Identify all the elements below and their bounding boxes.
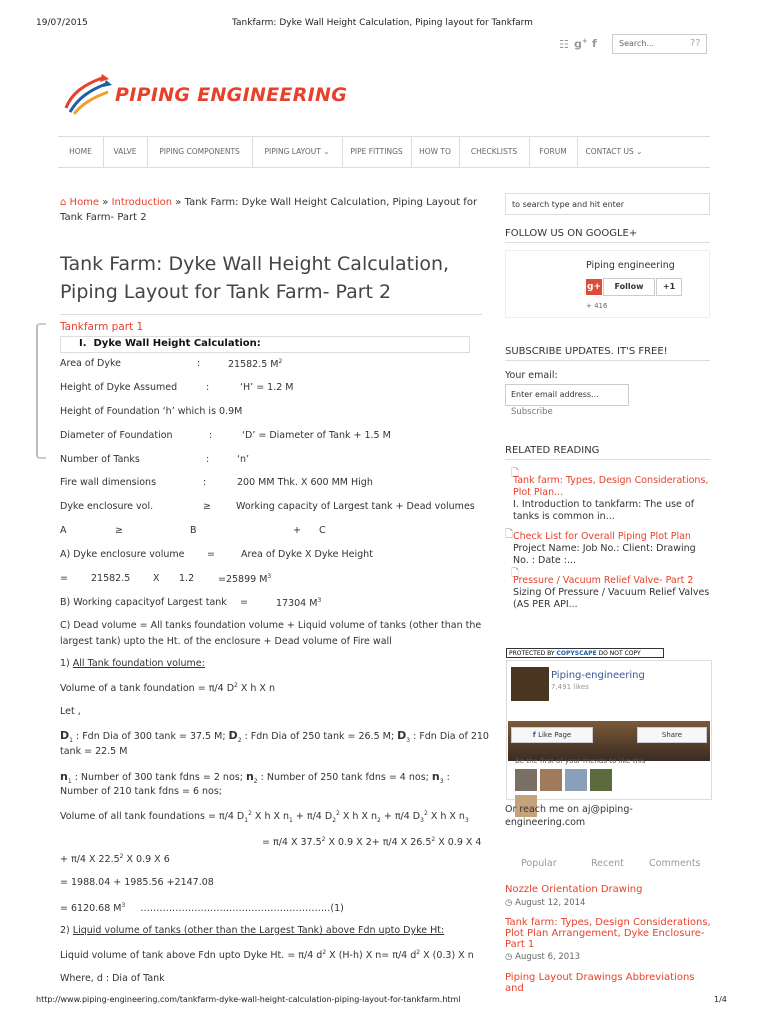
breadcrumb-home[interactable]: Home [69, 197, 100, 208]
popular-tabs [505, 858, 710, 874]
chevron-down-icon: ⌄ [323, 147, 330, 156]
sup: 2 [278, 358, 283, 365]
step-2-text: Liquid volume of tanks (other than the Largest Tank) above Fdn upto Dyke Ht: [72, 925, 445, 936]
ge-sign: ≥ [115, 525, 123, 536]
area-value [228, 358, 282, 370]
liquid-a: Liquid volume of tank above Fdn upto Dyke Ht. = π/4 d [60, 950, 323, 962]
step-2-num: 2) [60, 925, 70, 936]
sup: 2 [431, 836, 436, 843]
sidebar-search-input[interactable]: to search type and hit enter [505, 193, 710, 215]
logo-icon[interactable] [62, 72, 112, 116]
gplus-widget [505, 250, 710, 318]
fire-label: Fire wall dimensions [60, 477, 157, 488]
abc-c: C [319, 525, 326, 536]
sub: 1 [67, 777, 72, 785]
print-date: 19/07/2015 [36, 18, 88, 28]
sup: 2 [322, 949, 327, 956]
email-label: Your email: [505, 370, 558, 381]
breadcrumb-current: Tank Farm: Dyke Wall Height Calculation, Piping Layout for Tank Farm- Part 2 [60, 197, 478, 223]
vol-all [60, 810, 469, 824]
sup: 3 [267, 573, 272, 580]
colon: : [206, 382, 210, 393]
tab-popular[interactable]: Popular [521, 858, 557, 869]
expr-1a: = π/4 X 37.5 [262, 837, 322, 849]
d-letter: D [228, 729, 238, 742]
section-heading [60, 336, 470, 353]
google-plus-icon: g+ [586, 279, 602, 295]
subscribe-button[interactable]: Subscribe [511, 407, 553, 417]
rss-icon[interactable]: ☷ [559, 38, 569, 51]
breadcrumb [60, 195, 480, 225]
copyscape-a: PROTECTED BY [509, 650, 557, 657]
fb-like-label: Like Page [538, 731, 572, 739]
nav-forum[interactable]: FORUM [529, 137, 578, 167]
home-icon[interactable]: ⌂ [60, 197, 67, 208]
popular-date-text: August 6, 2013 [515, 952, 581, 962]
breadcrumb-introduction[interactable]: Introduction [111, 197, 173, 208]
eq-sign: = [207, 549, 215, 560]
enclosure-value: Working capacity of Largest tank + Dead volumes [236, 501, 475, 512]
document-icon: 🗋 [505, 529, 514, 540]
gplus-count: + 416 [586, 302, 608, 310]
step-1-num: 1) [60, 658, 70, 669]
related-desc: Sizing Of Pressure / Vacuum Relief Valves (AS PER API... [513, 587, 710, 610]
enclosure-label: Dyke enclosure vol. [60, 501, 154, 512]
vol-all-d: X h X n [342, 811, 377, 823]
related-link[interactable]: Pressure / Vacuum Relief Valve- Part 2 [513, 575, 694, 586]
facebook-icon: f [532, 731, 536, 739]
nav-piping-components[interactable]: PIPING COMPONENTS [147, 137, 253, 167]
n-line [60, 770, 450, 785]
d1-text: : Fdn Dia of 300 tank = 37.5 M; [76, 731, 229, 742]
n2-text: : Number of 250 tank fdns = 4 nos; [260, 772, 432, 783]
popular-date [505, 952, 580, 962]
fb-like-button[interactable] [511, 727, 593, 743]
sup: 3 [121, 902, 126, 909]
sum-2-dots: ……………………………………………………(1) [140, 903, 344, 915]
facebook-icon[interactable]: f [592, 37, 597, 50]
vol-tank [60, 682, 275, 694]
sup: 2 [423, 810, 428, 817]
popular-date [505, 898, 585, 908]
height-label: Height of Dyke Assumed [60, 382, 178, 393]
vol-all-f: X h X n [430, 811, 465, 823]
a-value: Area of Dyke X Dyke Height [241, 549, 373, 560]
vol-tank-text: Volume of a tank foundation = π/4 D [60, 683, 235, 695]
abc-b: B [190, 525, 197, 536]
expr-1c: X 0.9 X 4 [435, 837, 482, 849]
copyscape-badge[interactable] [506, 648, 664, 658]
related-link[interactable]: Tank farm: Types, Design Considerations, Plot Plan... [513, 475, 709, 498]
d-letter: D [60, 729, 70, 742]
print-title: Tankfarm: Dyke Wall Height Calculation, Piping layout for Tankfarm [232, 18, 533, 28]
calc-x: X [153, 573, 160, 584]
vol-all-e: + π/4 D [380, 811, 421, 823]
tab-comments[interactable]: Comments [649, 858, 701, 869]
nav-piping-layout-label: PIPING LAYOUT [264, 147, 321, 156]
heading-text: Dyke Wall Height Calculation: [93, 338, 261, 349]
document-icon: 🗋 [511, 568, 520, 579]
sub: 3 [406, 736, 411, 744]
expr-2b: X 0.9 X 6 [123, 854, 170, 866]
colon: : [197, 358, 201, 369]
b-value [276, 597, 321, 609]
page-number: 1/4 [714, 995, 727, 1004]
abc-plus: + [293, 525, 301, 536]
popular-date-text: August 12, 2014 [515, 898, 586, 908]
eq-sign: = [240, 597, 248, 608]
d-letter: D [397, 729, 407, 742]
email-input[interactable]: Enter email address... [505, 384, 629, 406]
vol-tank-end: X h X n [237, 683, 275, 695]
nav-valve[interactable]: VALVE [103, 137, 148, 167]
tanks-value: ‘n’ [237, 454, 250, 465]
sub: 3 [439, 777, 444, 785]
colon: : [209, 430, 213, 441]
breadcrumb-sep: » [99, 197, 112, 208]
colon: : [206, 454, 210, 465]
calc-eq: = [60, 573, 68, 584]
area-label: Area of Dyke [60, 358, 122, 369]
sub: 2 [237, 736, 242, 744]
abc-a: A [60, 525, 67, 536]
facebook-widget [506, 660, 712, 800]
main-nav [58, 136, 710, 168]
let: Let , [60, 706, 81, 717]
fb-share-button[interactable]: Share [637, 727, 707, 743]
step-1 [60, 658, 205, 669]
chevron-down-icon: ⌄ [636, 147, 643, 156]
liquid-b: X (H-h) X n= π/4 d [326, 950, 417, 962]
vol-all-a: Volume of all tank foundations = π/4 D [60, 811, 245, 823]
follow-heading: FOLLOW US ON GOOGLE+ [505, 228, 710, 243]
n-letter: n [60, 770, 68, 783]
sub: 3 [420, 817, 424, 825]
tankfarm-part1-link[interactable]: Tankfarm part 1 [60, 321, 144, 333]
c-dead-volume: C) Dead volume = All tanks foundation volume + Liquid volume of tanks (other than the largest tank) upto the Ht. of the enclosure + Dead volume of Fire wall [60, 620, 482, 647]
related-item [513, 575, 713, 611]
popular-item[interactable]: Piping Layout Drawings Abbreviations and [505, 972, 695, 994]
gplus-follow-button[interactable]: Follow [603, 278, 655, 296]
sub: 2 [253, 777, 258, 785]
sub: 1 [69, 736, 73, 744]
n-letter: n [431, 770, 440, 783]
copyscape-c: DO NOT COPY [596, 650, 641, 657]
related-desc: Project Name: Job No.: Client: Drawing No. : Date :... [513, 543, 696, 566]
liquid-line [60, 949, 474, 961]
step-1-text: All Tank foundation volume: [72, 658, 205, 669]
calc-2: 1.2 [179, 573, 195, 584]
expr-1b: X 0.9 X 2+ π/4 X 26.5 [325, 837, 432, 849]
sup: 2 [321, 836, 326, 843]
sub: 3 [464, 817, 469, 825]
sub: 2 [377, 817, 381, 825]
gplus-name[interactable]: Piping engineering [586, 260, 675, 271]
fb-friend-avatars [515, 769, 635, 793]
heading-number: I. [79, 338, 87, 349]
breadcrumb-sep: » [172, 197, 185, 208]
sup: 3 [317, 597, 322, 604]
diameter-label: Diameter of Foundation [60, 430, 173, 441]
sup: 2 [234, 682, 238, 689]
popular-item[interactable]: Nozzle Orientation Drawing [505, 884, 643, 895]
page-title: Tank Farm: Dyke Wall Height Calculation, Piping Layout for Tank Farm- Part 2 [60, 253, 450, 303]
step-2 [60, 925, 444, 936]
fb-page-avatar [511, 667, 549, 701]
copyscape-b: COPYSCAPE [556, 650, 597, 657]
b-label: B) Working capacityof Largest tank [60, 597, 227, 608]
sum-2-text: = 6120.68 M [60, 903, 122, 915]
related-link[interactable]: Check List for Overall Piping Plot Plan [513, 531, 691, 542]
b-value-text: 17304 M [276, 598, 318, 610]
nav-piping-layout[interactable] [252, 137, 343, 167]
related-heading: RELATED READING [505, 445, 710, 460]
sup: 2 [119, 853, 124, 860]
n1-text: : Number of 300 tank fdns = 2 nos; [74, 772, 246, 783]
nav-contact-us-label: CONTACT US [585, 147, 634, 156]
title-divider [60, 314, 482, 315]
calc-result [218, 573, 271, 585]
sub: 1 [244, 817, 249, 825]
diameter-value: ‘D’ = Diameter of Tank + 1.5 M [242, 430, 391, 441]
nav-contact-us[interactable] [577, 137, 651, 167]
tab-recent[interactable]: Recent [591, 858, 624, 869]
nav-how-to[interactable]: HOW TO [411, 137, 460, 167]
liquid-c: X (0.3) X n [420, 950, 474, 962]
avatar [565, 769, 587, 791]
calc-result-text: =25899 M [218, 574, 268, 586]
where-line: Where, d : Dia of Tank [60, 973, 165, 984]
vol-all-c: + π/4 D [292, 811, 333, 823]
d3-text: : Fdn Dia of 210 [413, 731, 489, 742]
d3-cont: tank = 22.5 M [60, 746, 128, 757]
share-bar-bracket [36, 323, 46, 459]
sup: 2 [248, 810, 252, 817]
print-url: http://www.piping-engineering.com/tankfarm-dyke-wall-height-calculation-piping-layout-for-tankfarm.html [36, 995, 461, 1004]
related-item [513, 475, 713, 523]
fb-page-name[interactable]: Piping-engineering [551, 670, 645, 681]
avatar [515, 769, 537, 791]
avatar [540, 769, 562, 791]
sup: 2 [416, 949, 421, 956]
sup: 2 [336, 810, 340, 817]
google-plus-icon[interactable]: g+ [574, 37, 588, 51]
d-line [60, 729, 489, 744]
fb-friends-text: Be the first of your friends to like this [515, 757, 646, 765]
sum-2 [60, 902, 344, 914]
n-letter: n [245, 770, 254, 783]
fire-value: 200 MM Thk. X 600 MM High [237, 477, 373, 488]
expr-2a: + π/4 X 22.5 [60, 854, 120, 866]
sub: 1 [289, 817, 293, 825]
sub: 2 [332, 817, 337, 825]
search-help-icon[interactable]: ?? [690, 38, 701, 49]
avatar [590, 769, 612, 791]
colon: : [203, 477, 207, 488]
expr-2 [60, 853, 170, 865]
gplus-plus1-button[interactable]: +1 [656, 278, 682, 296]
n3-text: : [446, 772, 450, 783]
area-value-text: 21582.5 M [228, 359, 279, 371]
foundation-line: Height of Foundation ‘h’ which is 0.9M [60, 406, 243, 417]
reach-text: Or reach me on aj@piping-engineering.com [505, 804, 633, 828]
clock-icon: ◷ [505, 952, 513, 962]
related-desc: I. Introduction to tankfarm: The use of tanks is common in... [513, 499, 695, 522]
expr-1 [262, 836, 481, 848]
nav-checklists[interactable]: CHECKLISTS [459, 137, 530, 167]
fb-likes: 7,491 likes [551, 683, 589, 691]
height-value: ‘H’ = 1.2 M [240, 382, 294, 393]
nav-home[interactable]: HOME [58, 137, 104, 167]
a-label: A) Dyke enclosure volume [60, 549, 185, 560]
clock-icon: ◷ [505, 898, 513, 908]
logo-text[interactable]: PIPING ENGINEERING [115, 84, 348, 106]
nav-pipe-fittings[interactable]: PIPE FITTINGS [342, 137, 412, 167]
d2-text: : Fdn Dia of 250 tank = 26.5 M; [244, 731, 398, 742]
document-icon: 🗋 [511, 468, 520, 479]
search-input[interactable]: Search... [612, 34, 707, 54]
subscribe-heading: SUBSCRIBE UPDATES. IT'S FREE! [505, 346, 710, 361]
ge-sign: ≥ [203, 501, 211, 512]
related-item [513, 531, 713, 567]
calc-1: 21582.5 [91, 573, 131, 584]
tanks-label: Number of Tanks [60, 454, 140, 465]
vol-all-b: X h X n [254, 811, 290, 823]
sum-1: = 1988.04 + 1985.56 +2147.08 [60, 877, 214, 888]
n3-cont: Number of 210 tank fdns = 6 nos; [60, 786, 222, 797]
popular-item[interactable]: Tank farm: Types, Design Considerations, Plot Plan Arrangement, Dyke Enclosure- Part 1 [505, 917, 711, 950]
